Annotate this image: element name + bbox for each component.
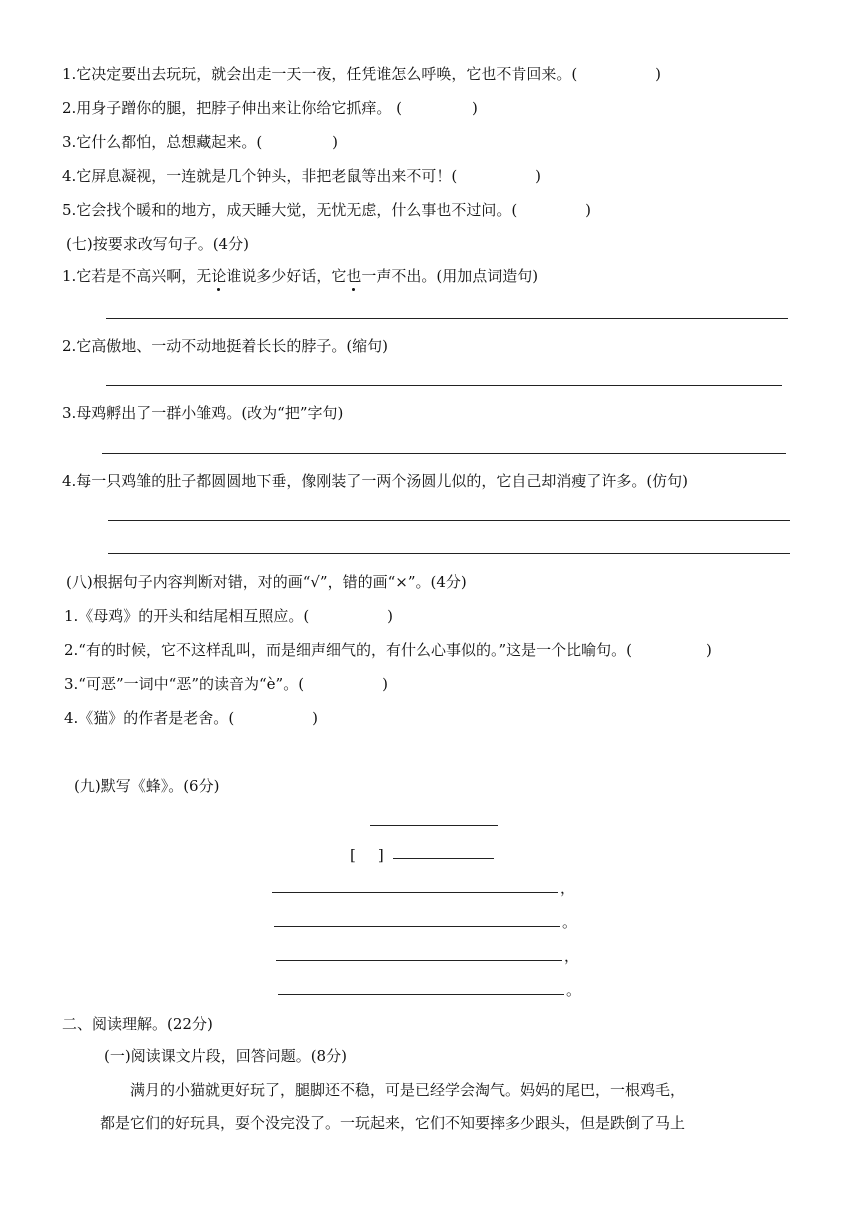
question: 2.它高傲地、一动不动地挺着长长的脖子。(缩句): [62, 337, 389, 355]
match-item-close: ): [471, 99, 478, 117]
poem-line[interactable]: [274, 926, 560, 927]
section-title: (八)根据句子内容判断对错，对的画“√”，错的画“×”。(4分): [66, 573, 467, 591]
poem-punct: ，: [560, 879, 576, 897]
match-item-text: 4.它屏息凝视，一连就是几个钟头，非把老鼠等出来不可！(: [62, 167, 458, 185]
answer-line[interactable]: [108, 520, 790, 521]
answer-line[interactable]: [102, 453, 786, 454]
poem-title-line[interactable]: [370, 825, 498, 826]
match-item-text: 3.它什么都怕，总想藏起来。(: [62, 133, 263, 151]
question: 1.它若是不高兴啊，无论谁说多少好话，它也一声不出。(用加点词造句): [62, 267, 539, 285]
poem-author-bracket: [ ]: [350, 846, 384, 864]
match-item-text: 2.用身子蹭你的腿，把脖子伸出来让你给它抓痒。 (: [62, 99, 402, 117]
answer-line[interactable]: [106, 318, 788, 319]
match-item-close: ): [535, 167, 542, 185]
reading-paragraph-line: 满月的小猫就更好玩了，腿脚还不稳，可是已经学会淘气。妈妈的尾巴，一根鸡毛，: [130, 1081, 686, 1099]
match-item: [62, 132, 338, 152]
poem-author-line[interactable]: [393, 858, 494, 859]
poem-punct: ，: [564, 947, 580, 965]
match-item-close: ): [332, 133, 339, 151]
judge-item: 1.《母鸡》的开头和结尾相互照应。( ): [64, 607, 394, 625]
judge-item: 4.《猫》的作者是老舍。( ): [64, 709, 319, 727]
poem-line[interactable]: [278, 994, 564, 995]
question: 3.母鸡孵出了一群小雏鸡。(改为“把”字句): [62, 404, 344, 422]
match-item: [62, 64, 661, 84]
question: 4.每一只鸡雏的肚子都圆圆地下垂，像刚装了一两个汤圆儿似的，它自己却消瘦了许多。(仿句): [62, 472, 689, 490]
poem-punct: 。: [562, 913, 578, 931]
match-item: [62, 200, 591, 220]
poem-punct: 。: [566, 981, 582, 999]
section-title: (九)默写《蜂》。(6分): [74, 777, 220, 795]
match-item-text: 1.它决定要出去玩玩，就会出走一天一夜，任凭谁怎么呼唤，它也不肯回来。(: [62, 65, 578, 83]
poem-line[interactable]: [272, 892, 558, 893]
judge-item: 3.“可恶”一词中“恶”的读音为“è”。( ): [64, 675, 388, 693]
match-item: [62, 166, 541, 186]
judge-item: 2.“有的时候，它不这样乱叫，而是细声细气的，有什么心事似的。”这是一个比喻句。( ): [64, 641, 712, 659]
match-item-close: ): [585, 201, 592, 219]
dotted-char: 也: [346, 267, 362, 285]
reading-paragraph-line: 都是它们的好玩具，耍个没完没了。一玩起来，它们不知要摔多少跟头，但是跌倒了马上: [100, 1114, 686, 1132]
answer-line[interactable]: [106, 385, 782, 386]
part-title: 二、阅读理解。(22分): [62, 1015, 213, 1033]
match-item-close: ): [655, 65, 662, 83]
poem-line[interactable]: [276, 960, 562, 961]
section-title: (七)按要求改写句子。(4分): [66, 235, 249, 253]
match-item-text: 5.它会找个暖和的地方，成天睡大觉，无忧无虑，什么事也不过问。(: [62, 201, 518, 219]
answer-line[interactable]: [108, 553, 790, 554]
dotted-char: 论: [211, 267, 227, 285]
sub-section-title: (一)阅读课文片段，回答问题。(8分): [104, 1047, 347, 1065]
match-item: [62, 98, 478, 118]
